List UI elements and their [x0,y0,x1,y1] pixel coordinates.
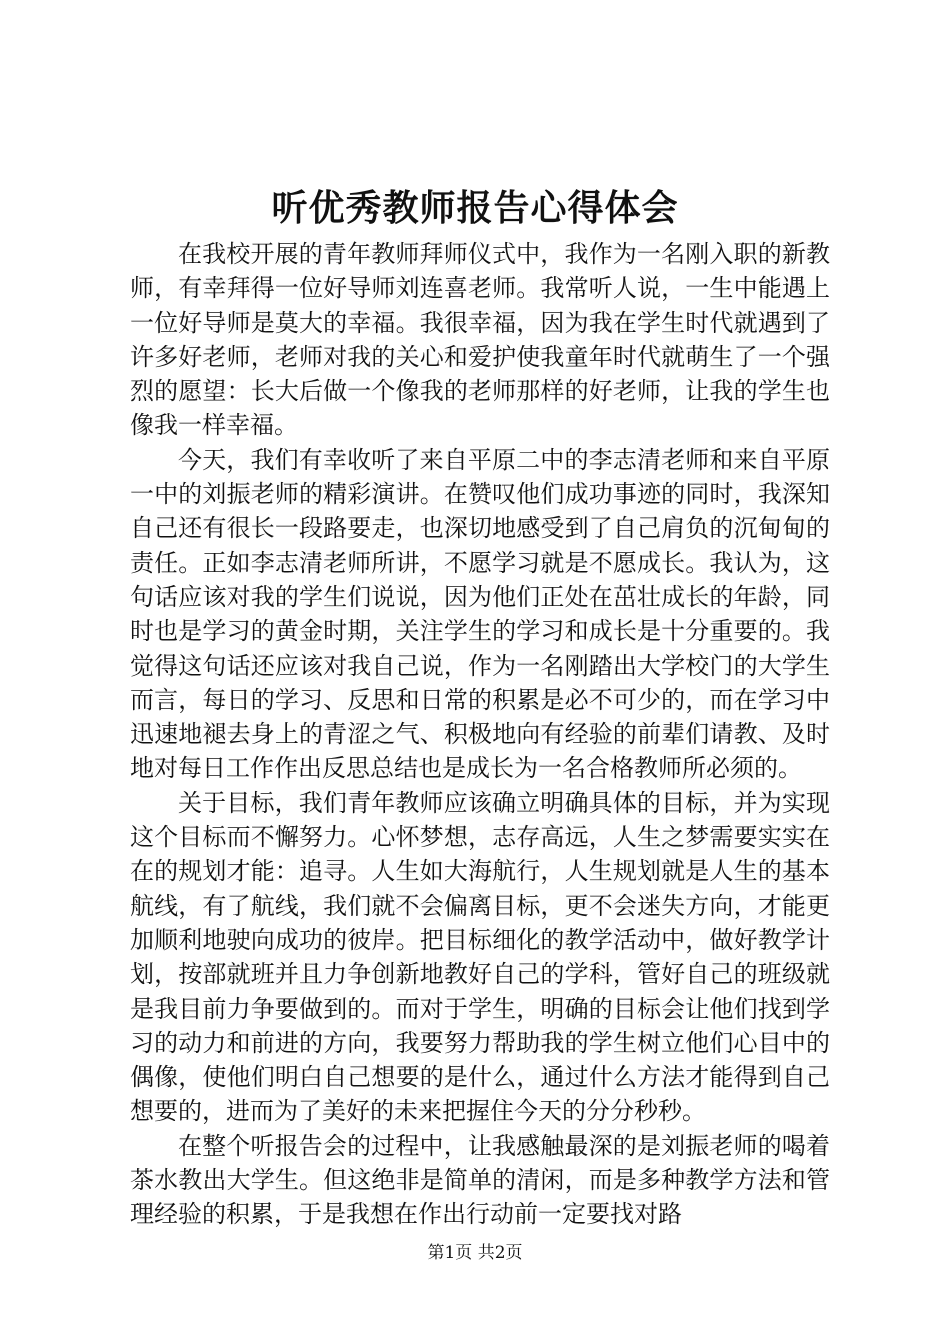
document-title: 听优秀教师报告心得体会 [271,187,679,229]
document-body [130,237,830,1232]
page-footer [0,1241,950,1265]
paragraph-3: 关于目标，我们青年教师应该确立明确具体的目标，并为实现这个目标而不懈努力。心怀梦想，志存高远，人生之梦需要实实在在的规划才能：追寻。人生如大海航行，人生规划就是人生的基本航线，有了航线，我们就不会偏离目标，更不会迷失方向，才能更加顺利地驶向成功的彼岸。把目标细化的教学活动中，做好教学计划，按部就班并且力争创新地教好自己的学科，管好自己的班级就是我目前力争要做到的。而对于学生，明确的目标会让他们找到学习的动力和前进的方向，我要努力帮助我的学生树立他们心目中的偶像，使他们明白自己想要的是什么，通过什么方法才能得到自己想要的，进而为了美好的未来把握住今天的分分秒秒。 [130,788,830,1126]
paragraph-1: 在我校开展的青年教师拜师仪式中，我作为一名刚入职的新教师，有幸拜得一位好导师刘连喜老师。我常听人说，一生中能遇上一位好导师是莫大的幸福。我很幸福，因为我在学生时代就遇到了许多好老师，老师对我的关心和爱护使我童年时代就萌生了一个强烈的愿望：长大后做一个像我的老师那样的好老师，让我的学生也像我一样幸福。 [130,240,830,440]
paragraph-2: 今天，我们有幸收听了来自平原二中的李志清老师和来自平原一中的刘振老师的精彩演讲。在赞叹他们成功事迹的同时，我深知自己还有很长一段路要走，也深切地感受到了自己肩负的沉甸甸的责任。正如李志清老师所讲，不愿学习就是不愿成长。我认为，这句话应该对我的学生们说说，因为他们正处在茁壮成长的年龄，同时也是学习的黄金时期，关注学生的学习和成长是十分重要的。我觉得这句话还应该对我自己说，作为一名刚踏出大学校门的大学生而言，每日的学习、反思和日常的积累是必不可少的，而在学习中迅速地褪去身上的青涩之气、积极地向有经验的前辈们请教、及时地对每日工作作出反思总结也是成长为一名合格教师所必须的。 [130,445,830,783]
paragraph-4: 在整个听报告会的过程中，让我感触最深的是刘振老师的喝着茶水教出大学生。但这绝非是简单的清闲，而是多种教学方法和管理经验的积累，于是我想在作出行动前一定要找对路 [130,1131,830,1229]
page-number-label: 第1页 共2页 [427,1243,523,1263]
